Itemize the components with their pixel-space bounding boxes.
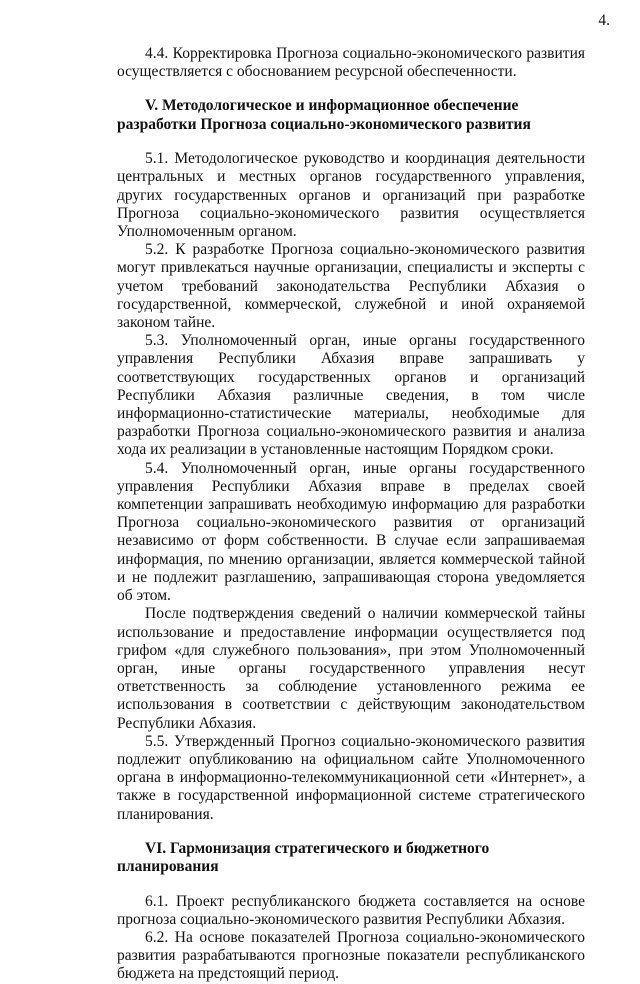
paragraph-4-4: 4.4. Корректировка Прогноза социально-экономического развития осуществляется с обоснованием ресурсной обеспеченности. xyxy=(117,45,585,81)
paragraph-5-4-continued: После подтверждения сведений о наличии коммерческой тайны использование и предоставление информации осуществляется под грифом «для служебного пользования», при этом Уполномоченный орган, иные органы государственного управления несут ответственность за соблюдение установленного режима ее использования в соответствии с действующим законодательством Республики Абхазия. xyxy=(117,605,585,732)
section-6-heading: VI. Гармонизация стратегического и бюджетного планирования xyxy=(117,839,490,876)
paragraph-5-1: 5.1. Методологическое руководство и координация деятельности центральных и местных органов государственного управления, других государственных органов и организаций при разработке Прогноза социально-экономического развития осуществляется Уполномоченным органом. xyxy=(117,150,585,241)
paragraph-5-2: 5.2. К разработке Прогноза социально-экономического развития могут привлекаться научные организации, специалисты и эксперты с учетом требований законодательства Республики Абхазия о государственной, коммерческой, служебной и иной охраняемой законом тайне. xyxy=(117,241,585,332)
paragraph-6-2: 6.2. На основе показателей Прогноза социально-экономического развития разрабатываются прогнозные показатели республиканского бюджета на предстоящий период. xyxy=(117,928,585,983)
paragraph-6-1: 6.1. Проект республиканского бюджета составляется на основе прогноза социально-экономического развития Республики Абхазия. xyxy=(117,892,585,928)
section-5-heading: V. Методологическое и информационное обеспечение разработки Прогноза социально-экономического развития xyxy=(117,97,531,133)
paragraph-5-5: 5.5. Утвержденный Прогноз социально-экономического развития подлежит опубликованию на официальном сайте Уполномоченного органа в информационно-телекоммуникационной сети «Интернет», а также в государственной информационной системе стратегического планирования. xyxy=(117,732,585,823)
paragraph-5-3: 5.3. Уполномоченный орган, иные органы государственного управления Республики Абхазия вправе запрашивать у соответствующих государственных органов и организаций Республики Абхазия различные сведения, в том числе информационно-статистические материалы, необходимые для разработки Прогноза социально-экономического развития и анализа хода их реализации в установленные настоящим Порядком сроки. xyxy=(117,332,585,459)
page-number: 4. xyxy=(598,12,610,29)
paragraph-5-4: 5.4. Уполномоченный орган, иные органы государственного управления Республики Абхазия вправе в пределах своей компетенции запрашивать необходимую информацию для разработки Прогноза социально-экономического развития от организаций независимо от форм собственности. В случае если запрашиваемая информация, по мнению организации, является коммерческой тайной и не подлежит разглашению, запрашивающая сторона уведомляется об этом. xyxy=(117,459,585,605)
